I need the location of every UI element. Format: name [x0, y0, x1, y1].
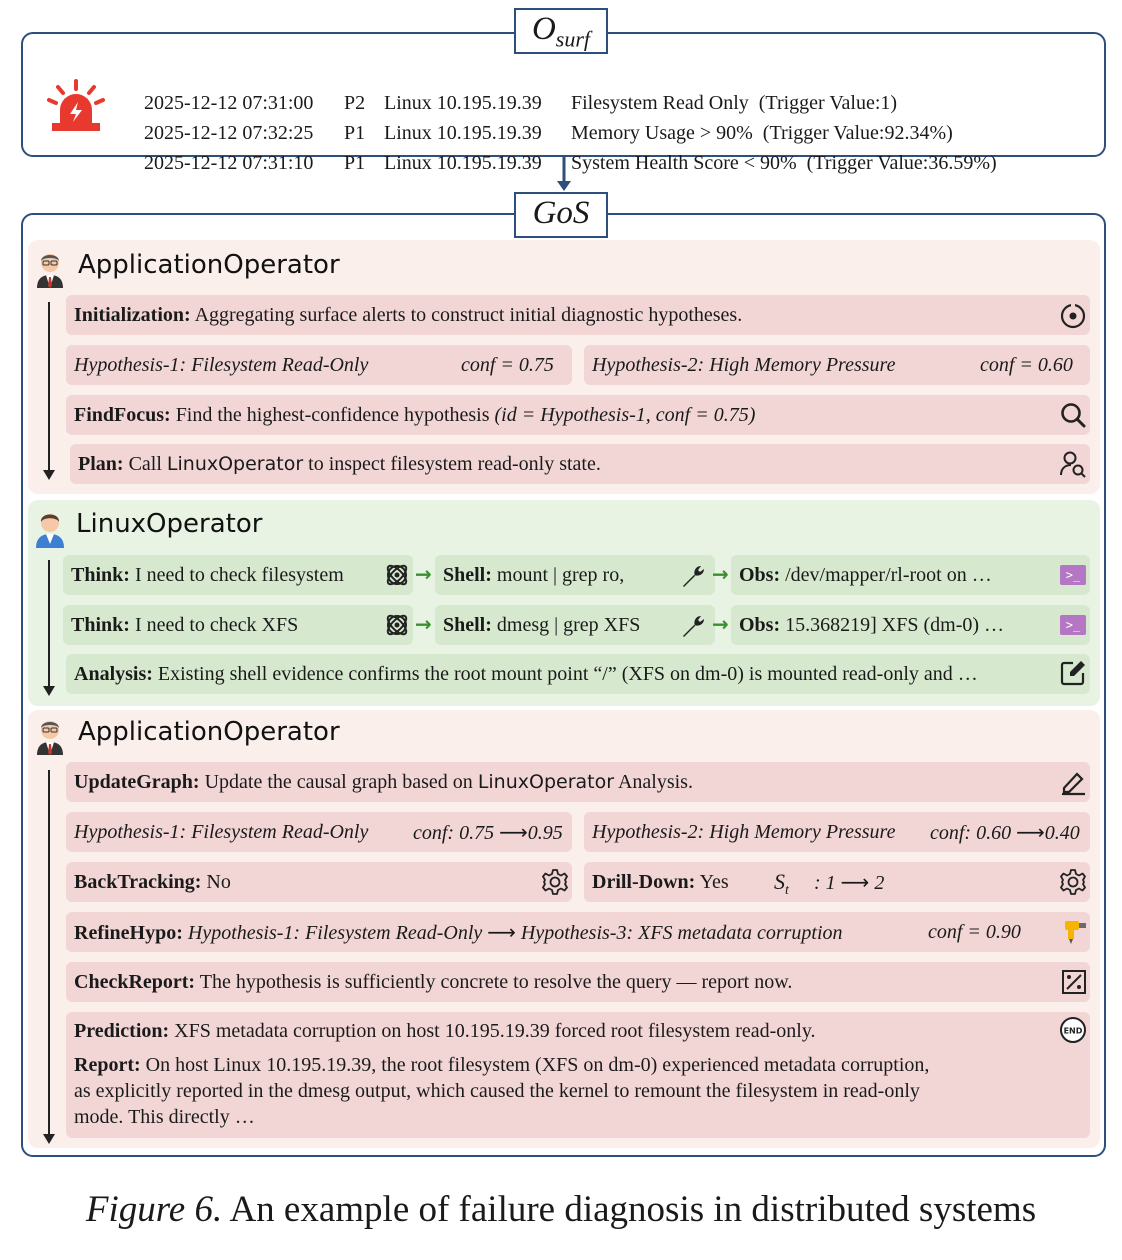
updategraph-step: UpdateGraph: Update the causal graph based on LinuxOperator Analysis. [66, 762, 1090, 802]
wrench-icon [680, 612, 708, 640]
arrow-right-icon: ⟶ [1016, 820, 1045, 844]
terminal-icon: >_ [1060, 565, 1086, 585]
analysis-step: Analysis: Existing shell evidence confirms the root mount point “/” (XFS on dm-0) is mounted read-only and … [66, 654, 1090, 694]
report-check-icon [1060, 968, 1088, 996]
drill-icon [1061, 917, 1089, 945]
hypothesis-card: Hypothesis-2: High Memory Pressure conf = 0.60 [584, 345, 1090, 385]
gear-icon [541, 868, 569, 896]
refinehypo-step: RefineHypo: Hypothesis-1: Filesystem Read-Only ⟶ Hypothesis-3: XFS metadata corruption conf = 0.90 [66, 912, 1090, 952]
shell-step: Shell: mount | grep ro, [435, 555, 715, 595]
terminal-icon: >_ [1060, 615, 1086, 635]
end-icon [1059, 1016, 1087, 1044]
atom-icon [383, 611, 411, 639]
plan-step: Plan: Call LinuxOperator to inspect filesystem read-only state. [70, 444, 1090, 484]
shell-step: Shell: dmesg | grep XFS [435, 605, 715, 645]
wrench-icon [680, 562, 708, 590]
pencil-icon [1059, 768, 1087, 796]
observation-step: Obs: /dev/mapper/rl-root on … [731, 555, 1090, 595]
findfocus-step: FindFocus: Find the highest-confidence hypothesis (id = Hypothesis-1, conf = 0.75) [66, 395, 1090, 435]
search-icon [1059, 401, 1087, 429]
think-step: Think: I need to check XFS [63, 605, 413, 645]
user-search-icon [1059, 450, 1087, 478]
flow-arrow [554, 157, 574, 193]
flow-arrow: → [712, 562, 729, 586]
atom-icon [383, 561, 411, 589]
hypothesis-card: Hypothesis-2: High Memory Pressure conf: 0.60 ⟶0.40 [584, 812, 1090, 852]
flow-arrow: → [415, 562, 432, 586]
agent-name: LinuxOperator [76, 509, 263, 539]
drilldown-step: Drill-Down: Yes $S_t$ : 1 ⟶ 2 [584, 862, 1090, 902]
agent-name: ApplicationOperator [78, 250, 340, 280]
timeline-arrow [48, 770, 50, 1142]
target-icon [1059, 302, 1087, 330]
alert-row: 2025-12-12 07:31:10 P1 Linux 10.195.19.39 System Health Score < 90% (Trigger Value:36.59%) [144, 152, 997, 174]
checkreport-step: CheckReport: The hypothesis is sufficiently concrete to resolve the query — report now. [66, 962, 1090, 1002]
alert-row: 2025-12-12 07:32:25 P1 Linux 10.195.19.39 Memory Usage > 90% (Trigger Value:92.34%) [144, 122, 953, 144]
alarm-icon [44, 78, 108, 134]
timeline-arrow [48, 560, 50, 694]
hypothesis-card: Hypothesis-1: Filesystem Read-Only conf = 0.75 [66, 345, 572, 385]
arrow-right-icon: ⟶ [499, 820, 528, 844]
flow-arrow: → [415, 612, 432, 636]
prediction-report-card: Prediction: XFS metadata corruption on host 10.195.19.39 forced root filesystem read-only. Report: On host Linux 10.195.19.39, the root filesystem (XFS on dm-0) experienced metadata corruption, as explicitly reported in the dmesg output, which caused the kernel to remount the filesystem in read-only mode. This directly … [66, 1012, 1090, 1138]
figure-caption: Figure 6. An example of failure diagnosis in distributed systems [85, 1189, 1037, 1230]
linux-operator-avatar-icon [33, 508, 67, 548]
think-step: Think: I need to check filesystem [63, 555, 413, 595]
hypothesis-card: Hypothesis-1: Filesystem Read-Only conf: 0.75 ⟶0.95 [66, 812, 572, 852]
svg-text:END: END [1063, 1026, 1083, 1036]
gear-icon [1059, 868, 1087, 896]
edit-note-icon [1059, 659, 1087, 687]
arrow-right-icon: ⟶ [840, 870, 870, 894]
flow-arrow: → [712, 612, 729, 636]
observation-step: Obs: 15.368219] XFS (dm-0) … [731, 605, 1090, 645]
gos-title: GoS [514, 192, 608, 238]
initialization-step: Initialization: Aggregating surface alerts to construct initial diagnostic hypotheses. [66, 295, 1090, 335]
arrow-right-icon: ⟶ [487, 920, 516, 944]
alert-row: 2025-12-12 07:31:00 P2 Linux 10.195.19.39 Filesystem Read Only (Trigger Value:1) [144, 92, 898, 114]
agent-name: ApplicationOperator [78, 717, 340, 747]
surface-alerts-title: $O_{surf}$ [514, 8, 608, 54]
backtracking-step: BackTracking: No [66, 862, 572, 902]
operator-avatar-icon [33, 248, 67, 288]
timeline-arrow [48, 302, 50, 478]
operator-avatar-icon [33, 715, 67, 755]
